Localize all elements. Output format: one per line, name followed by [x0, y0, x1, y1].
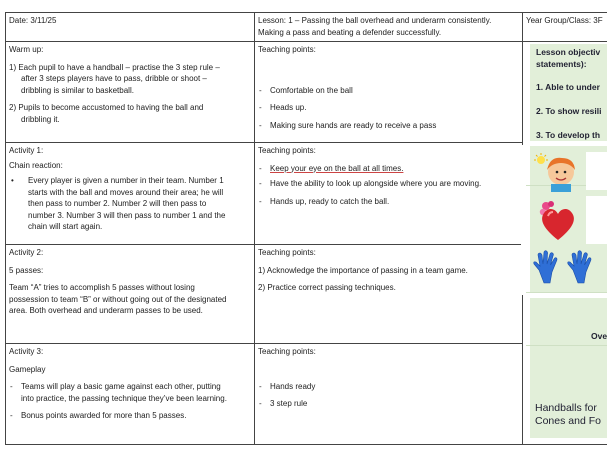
activity2-tp-title: Teaching points:	[258, 248, 316, 257]
activity3-cell	[5, 343, 255, 445]
objectives-title: Lesson objectiv	[536, 47, 601, 57]
activity1-line4: number 3. Number 3 will then pass to number 1 and the	[28, 210, 226, 220]
lightbulb-idea-icon	[532, 152, 582, 192]
activity3-title: Activity 3:	[9, 347, 44, 356]
date-text: Date: 3/11/25	[9, 16, 57, 25]
activity1-tp2: - Have the ability to look up alongside where you are moving.	[258, 178, 519, 190]
resources-line2: Cones and Fo	[535, 415, 601, 427]
warmup-tp1: - Comfortable on the ball	[258, 85, 519, 97]
year-group-cell	[522, 12, 607, 42]
activity2-tp2: 2) Practice correct passing techniques.	[258, 283, 396, 292]
date-cell	[5, 12, 255, 42]
activity2-tp1: 1) Acknowledge the importance of passing in a team game.	[258, 265, 468, 275]
activity2-subtitle: 5 passes:	[9, 265, 44, 275]
activity1-tp1: - Keep your eye on the ball at all times.	[258, 163, 519, 175]
warmup-item2-line1: 2) Pupils to become accustomed to having the ball and	[9, 103, 204, 112]
activity2-title: Activity 2:	[9, 248, 44, 257]
lesson-title-cell	[254, 12, 523, 42]
resources-line1: Handballs for	[535, 402, 597, 414]
activity3-subtitle: Gameplay	[9, 364, 46, 374]
objectives-subtitle: statements):	[536, 59, 587, 69]
activity1-tp3: - Hands up, ready to catch the ball.	[258, 196, 519, 208]
activity1-cell	[5, 142, 255, 245]
activity2-line3: area. Both overhead and underarm passes to be used.	[9, 306, 203, 315]
objective-3: 3. To develop th	[536, 130, 601, 140]
activity3-tp1: - Hands ready	[258, 381, 519, 393]
activity2-cell	[5, 244, 255, 344]
warmup-tp2: - Heads up.	[258, 102, 519, 114]
activity3-teaching-points-cell	[254, 343, 523, 445]
objective-2: 2. To show resili	[536, 106, 602, 116]
heart-icon	[536, 198, 580, 242]
warmup-item1-line3: dribbling is similar to basketball.	[21, 85, 134, 95]
activity3-line1: - Teams will play a basic game against each other, putting	[9, 381, 251, 393]
lesson-title-line2: Making a pass and beating a defender successfully.	[258, 27, 442, 37]
activity1-line1: • Every player is given a number in their team. Number 1	[9, 175, 251, 187]
warmup-item1-line2: after 3 steps players have to pass, dribble or shoot –	[21, 74, 207, 83]
activity1-subtitle: Chain reaction:	[9, 160, 63, 170]
activity3-line3: - Bonus points awarded for more than 5 passes.	[9, 410, 251, 422]
year-group-text: Year Group/Class: 3F	[526, 16, 603, 25]
activity1-teaching-points-cell	[254, 142, 523, 245]
warmup-tp3: - Making sure hands are ready to receive a pass	[258, 120, 519, 132]
activity3-tp2: - 3 step rule	[258, 398, 519, 410]
activity3-line2: into practice, the passing technique they’ve been learning.	[21, 393, 227, 403]
warmup-teaching-points-cell	[254, 41, 523, 143]
activity1-line3: then pass to number 2. Number 2 will then pass to	[28, 199, 207, 208]
lesson-title-line1: Lesson: 1 – Passing the ball overhead and underarm consistently.	[258, 16, 492, 25]
warmup-cell	[5, 41, 255, 143]
warmup-tp-title: Teaching points:	[258, 45, 316, 54]
warmup-item1-line1: 1) Each pupil to have a handball – practise the 3 step rule –	[9, 62, 220, 72]
overview-title: Ove	[591, 331, 607, 341]
activity2-line2: possession to team “B” or without going out of the designated	[9, 294, 227, 304]
raised-hands-icon	[530, 250, 594, 284]
warmup-title: Warm up:	[9, 45, 44, 54]
activity3-tp-title: Teaching points:	[258, 347, 316, 356]
activity2-line1: Team “A” tries to accomplish 5 passes without losing	[9, 283, 195, 292]
activity1-line2: starts with the ball and moves around their area; he will	[28, 187, 224, 197]
activity1-title: Activity 1:	[9, 146, 44, 155]
activity2-teaching-points-cell	[254, 244, 523, 344]
activity1-tp-title: Teaching points:	[258, 146, 316, 155]
activity1-line5: chain will start again.	[28, 222, 103, 231]
objective-1: 1. Able to under	[536, 82, 600, 92]
warmup-item2-line2: dribbling it.	[21, 114, 60, 124]
